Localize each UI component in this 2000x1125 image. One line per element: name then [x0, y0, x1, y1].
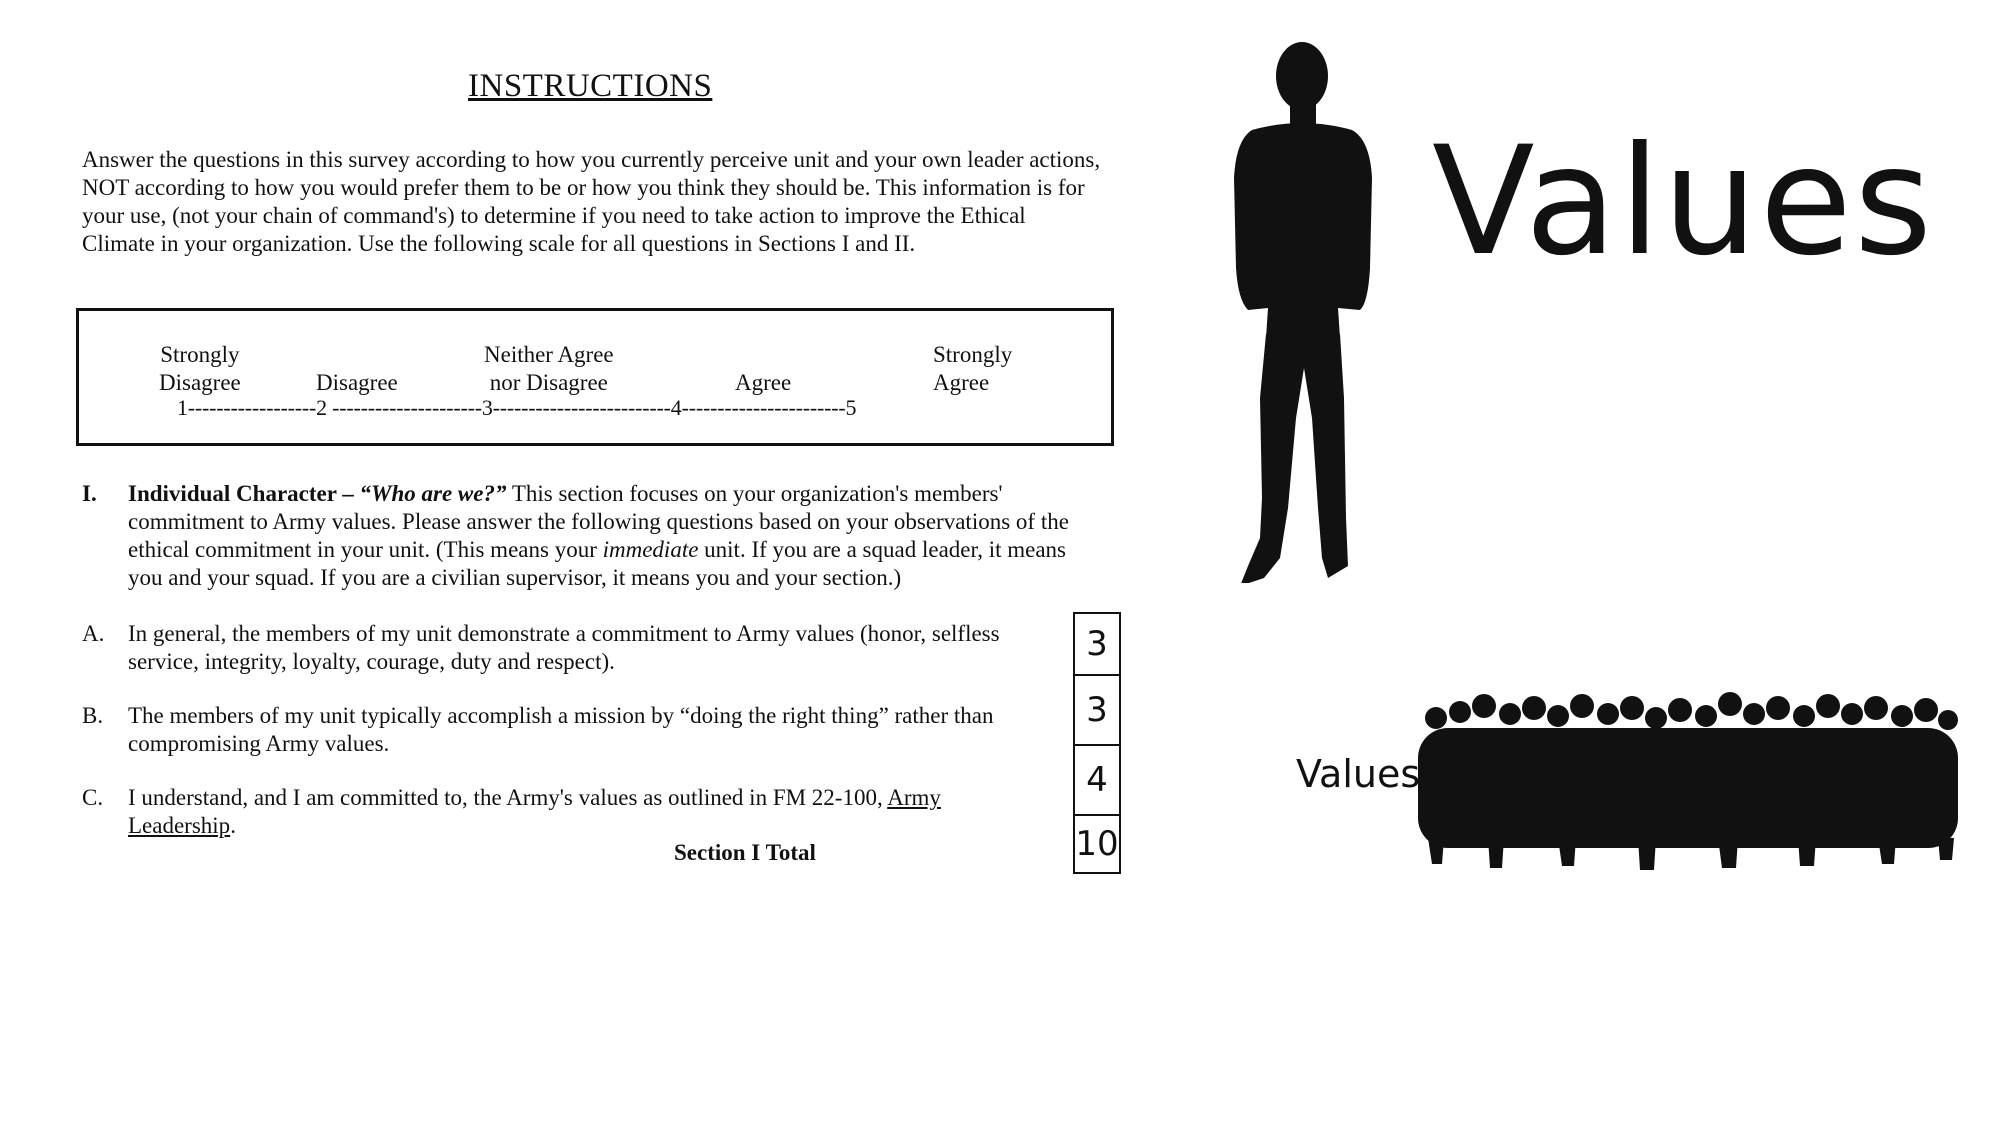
document-title: INSTRUCTIONS [468, 68, 713, 104]
person-silhouette-icon [1220, 38, 1390, 583]
values-heading: Values [1432, 115, 1935, 289]
values-label: Values [1296, 752, 1421, 796]
scale-label-agree: Agree [735, 370, 792, 395]
answer-box-b[interactable]: 3 [1073, 674, 1121, 746]
answer-box-a[interactable]: 3 [1073, 612, 1121, 676]
section-total-box[interactable]: 10 [1073, 814, 1121, 874]
instructions-paragraph: Answer the questions in this survey according to how you currently perceive unit and your own leader actions, NOT according to how you would prefer them to be or how you think they should be. This information is for your use, (not your chain of command's) to determine if you need to take action to improve the Ethical Climate in your organization. Use the following scale for all questions in Sections I and II. [82, 147, 1101, 256]
section-1-paragraph: Individual Character – “Who are we?” This section focuses on your organization's members' commitment to Army values. Please answer the following questions based on your observations of the ethical commitment in your unit. (This means your immediate unit. If you are a squad leader, it means you and your squad. If you are a civilian supervisor, it means you and your section.) [128, 481, 1069, 590]
crowd-silhouette-icon [1418, 688, 1958, 872]
section-marker: I. [82, 481, 97, 506]
army-leadership-link[interactable]: Army Leadership [128, 785, 941, 838]
question-b-text: The members of my unit typically accomplish a mission by “doing the right thing” rather than compromising Army values. [128, 703, 994, 756]
scale-number-line: 1------------------2 ---------------------3-------------------------4-----------------------5 [177, 395, 857, 420]
section-heading: Individual Character – [128, 481, 360, 506]
scale-label-disagree: Disagree [316, 370, 398, 395]
question-a-marker: A. [82, 621, 105, 646]
question-b-marker: B. [82, 703, 104, 728]
question-c-text: I understand, and I am committed to, the Army's values as outlined in FM 22-100, Army Leadership. [128, 785, 941, 838]
scale-label-neither: Neither Agree nor Disagree [484, 342, 614, 395]
section-total-label: Section I Total [674, 840, 816, 865]
scale-label-strongly-disagree: Strongly Disagree [159, 342, 241, 395]
question-a-text: In general, the members of my unit demonstrate a commitment to Army values (honor, selfless service, integrity, loyalty, courage, duty and respect). [128, 621, 1000, 674]
answer-box-c[interactable]: 4 [1073, 744, 1121, 816]
scale-label-strongly-agree: Strongly Agree [933, 342, 1013, 395]
question-c-marker: C. [82, 785, 104, 810]
section-heading-question: “Who are we?” [359, 481, 507, 506]
rating-scale-box [76, 308, 1114, 446]
